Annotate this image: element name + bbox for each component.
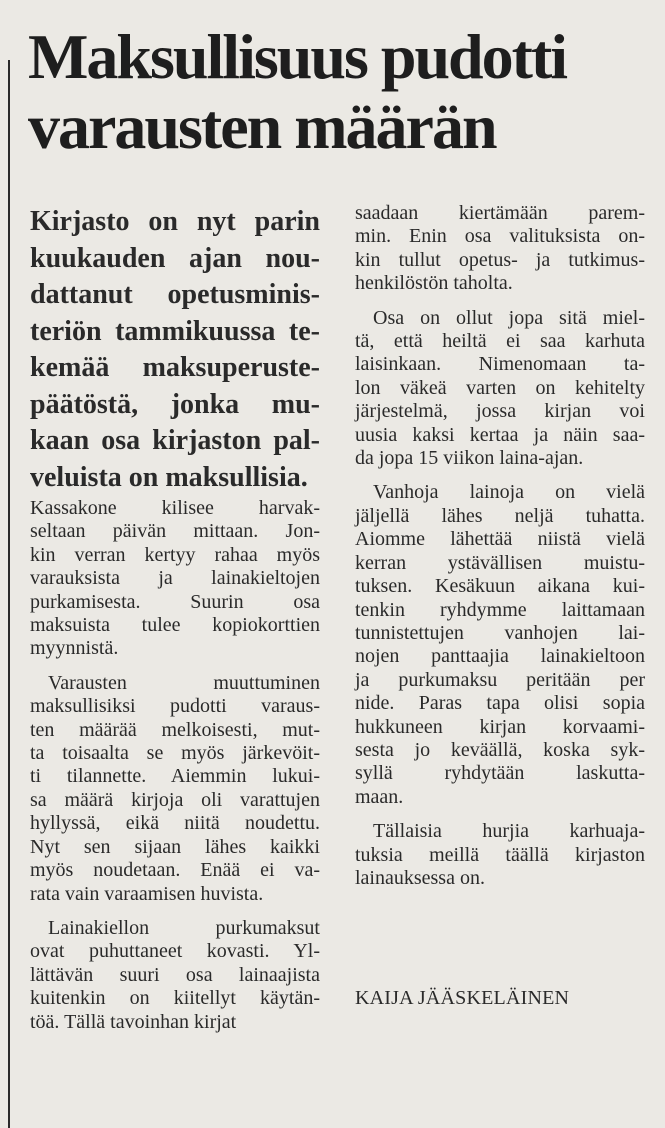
text-line: Varausten muuttuminen <box>48 671 320 694</box>
text-line: henkilöstön taholta. <box>355 272 513 295</box>
text-line: Lainakiellon purkumaksut <box>48 916 320 939</box>
column-rule <box>8 60 10 1128</box>
lead-line: kaan osa kirjaston pal- <box>30 425 320 456</box>
text-line: uusia kaksi kertaa ja näin saa- <box>355 423 645 446</box>
headline <box>28 22 648 162</box>
text-line: tuksia meillä täällä kirjaston <box>355 843 645 866</box>
text-line: järjestelmä, jossa kirjan voi <box>355 400 645 423</box>
article-left-column <box>30 497 320 1045</box>
text-line: kuitenkin on kiitellyt käytän- <box>30 987 320 1010</box>
text-line: ten määrää melkoisesti, mut- <box>30 718 320 741</box>
text-line: tenkin ryhdymme laittamaan <box>355 598 645 621</box>
text-line: syllä ryhdytään laskutta- <box>355 762 645 785</box>
text-line: Vanhoja lainoja on vielä <box>373 481 645 504</box>
article-paragraph <box>355 481 645 809</box>
text-line: kerran ystävällisen muistu- <box>355 551 645 574</box>
text-line: saadaan kiertämään parem- <box>355 202 645 224</box>
text-line: purkamisesta. Suurin osa <box>30 590 320 613</box>
text-line: tuksen. Kesäkuun aikana kui- <box>355 575 645 598</box>
article-paragraph <box>355 307 645 471</box>
article-paragraph <box>30 917 320 1034</box>
lead-line: dattanut opetusminis- <box>30 279 320 310</box>
text-line: sesta jo keväällä, koska syk- <box>355 738 645 761</box>
lead-line: kuukauden ajan nou- <box>30 242 320 274</box>
text-line: rata vain varaamisen huvista. <box>30 882 264 905</box>
lead-line: Kirjasto on nyt parin <box>30 206 320 237</box>
text-line: min. Enin osa valituksista on- <box>355 225 645 248</box>
text-line: Nyt sen sijaan lähes kaikki <box>30 835 320 858</box>
text-line: myös noudetaan. Enää ei va- <box>30 859 320 882</box>
text-line: tunnistettujen vanhojen lai- <box>355 621 645 644</box>
text-line: nide. Paras tapa olisi sopia <box>355 692 645 715</box>
text-line: ovat puhuttaneet kovasti. Yl- <box>30 940 320 963</box>
headline-line: varausten määrän <box>28 91 496 162</box>
text-line: varauksista ja lainakieltojen <box>30 567 320 590</box>
article-paragraph <box>30 672 320 906</box>
text-line: lon väkeä varten on kehitelty <box>355 376 645 399</box>
text-line: Aiomme lähettää niistä vielä <box>355 528 645 551</box>
text-line: hukkuneen kirjan korvaami- <box>355 715 645 738</box>
text-line: Kassakone kilisee harvak- <box>30 497 320 519</box>
text-line: sa määrä kirjoja oli varattujen <box>30 788 320 811</box>
article-paragraph <box>30 497 320 661</box>
lead-line: veluista on maksullisia. <box>30 461 308 493</box>
text-line: lättävän suuri osa lainaajista <box>30 963 320 986</box>
text-line: tä, että heiltä ei saa karhuta <box>355 330 645 353</box>
text-line: seltaan päivän mittaan. Jon- <box>30 520 320 543</box>
text-line: maksuista tulee kopiokorttien <box>30 614 320 637</box>
author-byline: KAIJA JÄÄSKELÄINEN <box>355 987 570 1009</box>
text-line: maksullisiksi pudotti varaus- <box>30 695 320 718</box>
text-line: jäljellä lähes neljä tuhatta. <box>355 504 645 527</box>
lead-paragraph <box>30 204 320 496</box>
text-line: nojen panttaajia lainakieltoon <box>355 645 645 668</box>
text-line: ti tilannette. Aiemmin lukui- <box>30 765 320 788</box>
text-line: maan. <box>355 785 404 808</box>
lead-line: teriön tammikuussa te- <box>30 315 320 347</box>
article-right-column <box>355 202 645 901</box>
text-line: laisinkaan. Nimenomaan ta- <box>355 353 645 376</box>
headline-line: Maksullisuus pudotti <box>28 21 567 92</box>
text-line: Tällaisia hurjia karhuaja- <box>373 820 645 843</box>
text-line: kin verran kertyy rahaa myös <box>30 543 320 566</box>
text-line: ja purkumaksu peritään per <box>355 668 645 691</box>
text-line: töä. Tällä tavoinhan kirjat <box>30 1010 237 1033</box>
text-line: myynnistä. <box>30 637 119 660</box>
article-paragraph <box>355 820 645 890</box>
lead-line: päätöstä, jonka mu- <box>30 388 320 420</box>
lead-line: kemää maksuperuste- <box>30 352 320 383</box>
article-paragraph <box>355 202 645 296</box>
text-line: kin tullut opetus- ja tutkimus- <box>355 248 645 271</box>
text-line: da jopa 15 viikon laina-ajan. <box>355 447 584 470</box>
text-line: lainauksessa on. <box>355 866 485 889</box>
text-line: hyllyssä, eikä niitä noudettu. <box>30 812 320 835</box>
text-line: Osa on ollut jopa sitä miel- <box>373 306 645 329</box>
text-line: ta toisaalta se myös järkevöit- <box>30 742 320 765</box>
